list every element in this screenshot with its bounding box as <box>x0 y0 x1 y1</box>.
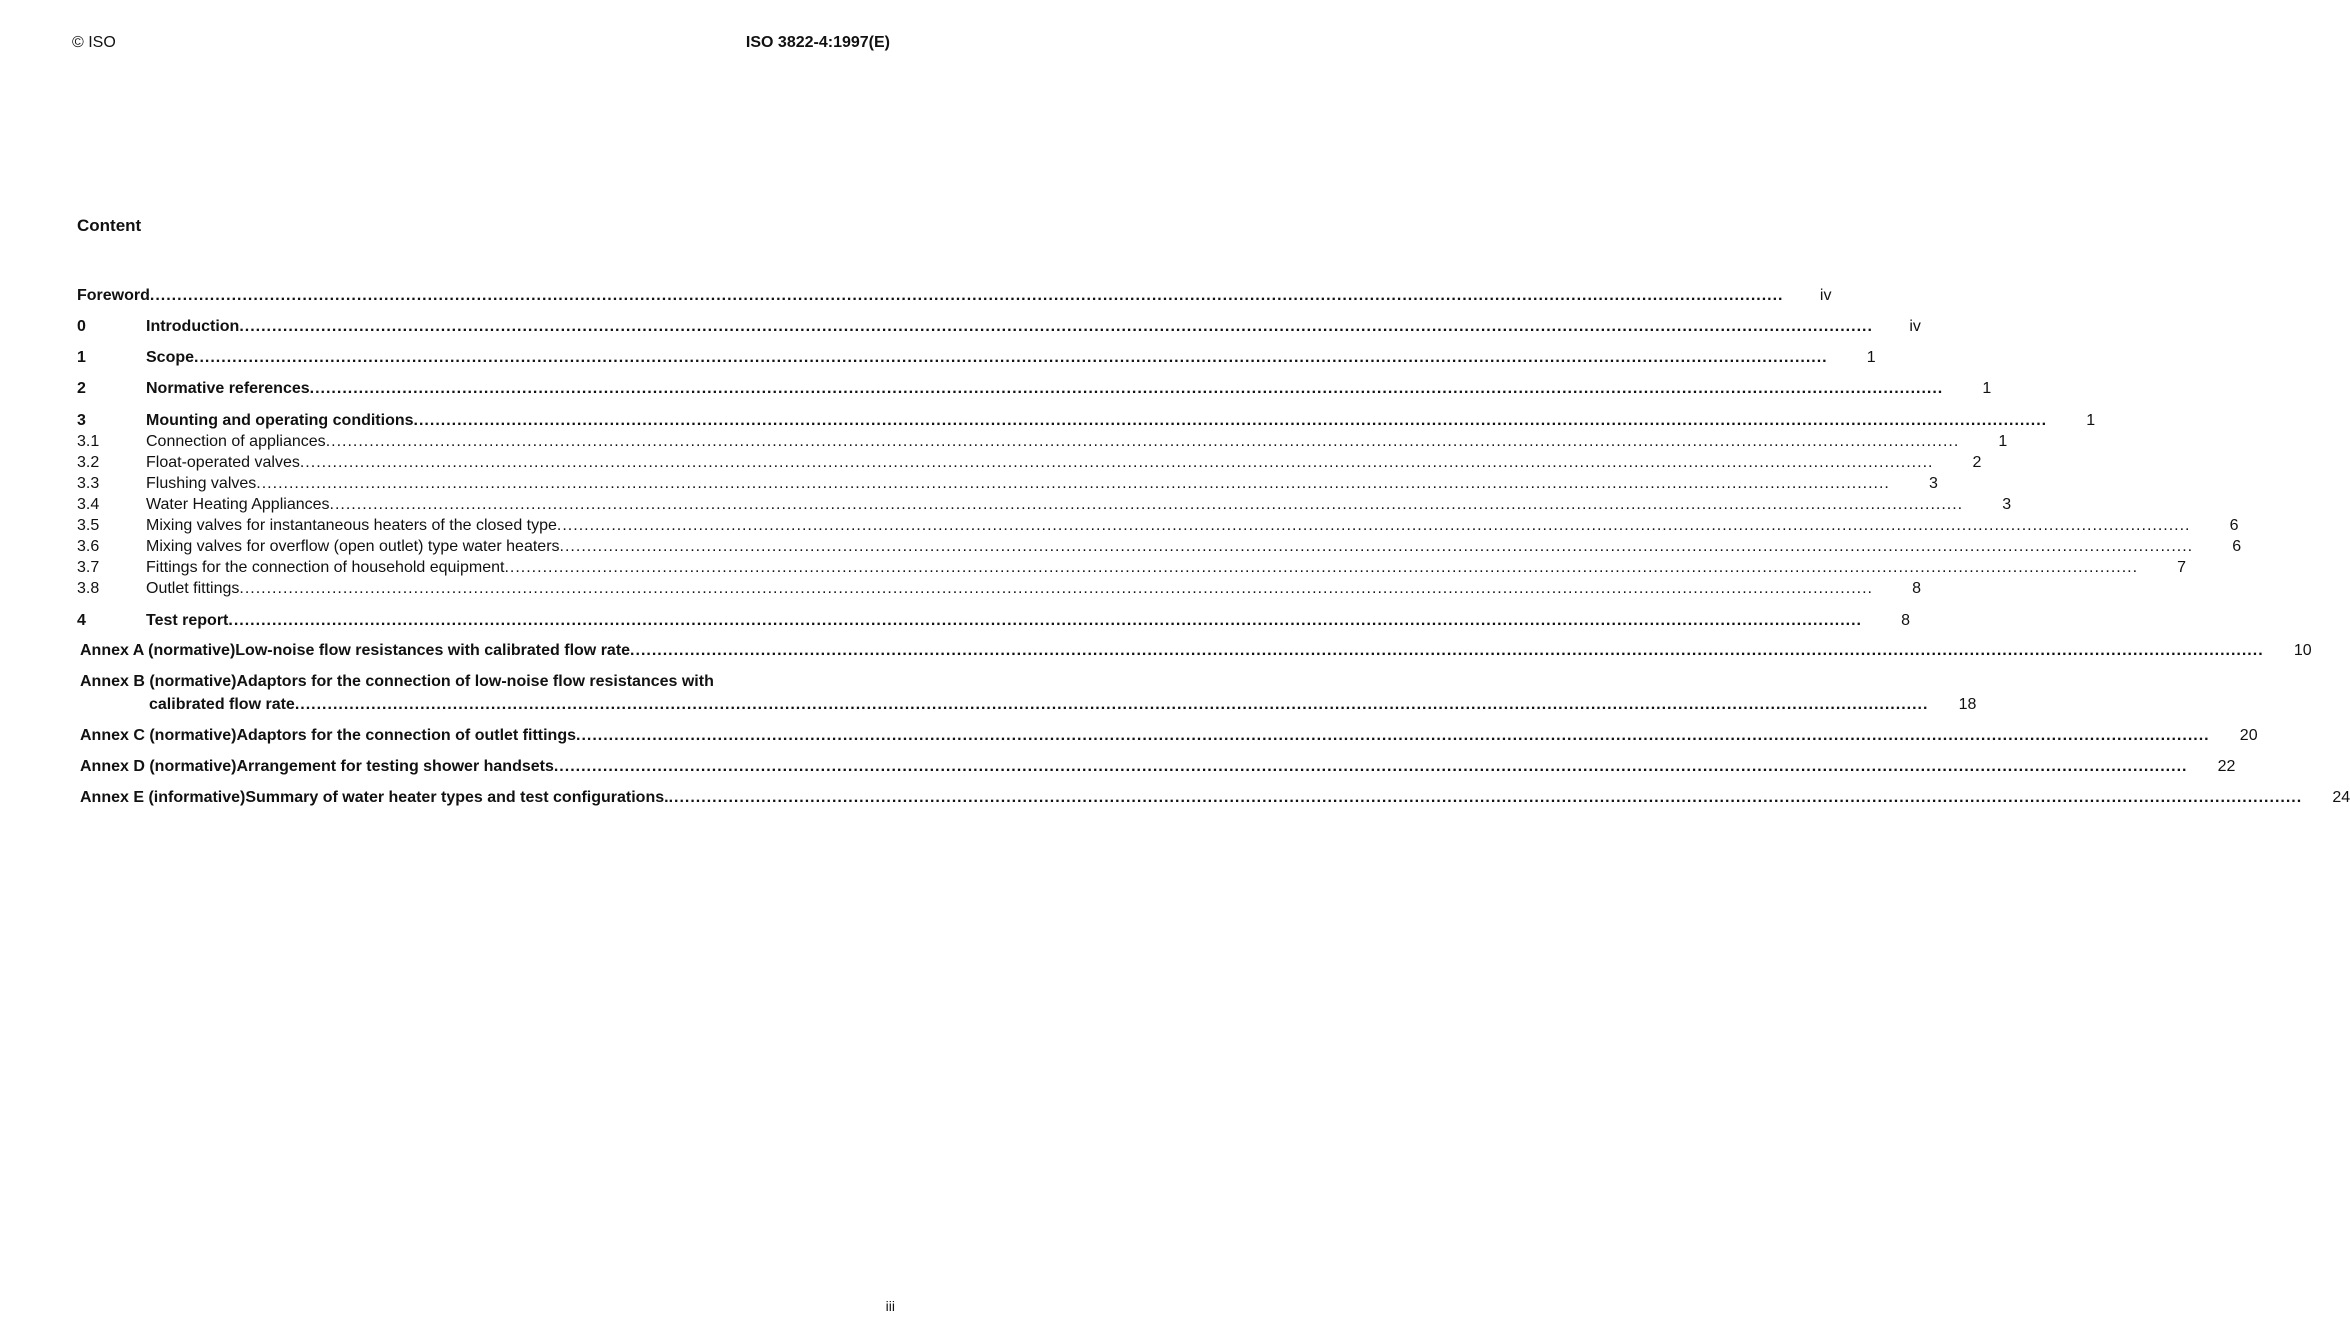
toc-entry[interactable] <box>77 474 1938 494</box>
toc-entry-number: 1 <box>77 349 86 366</box>
toc-entry-title[interactable]: Outlet fittings <box>146 580 240 597</box>
toc-entry-number: 3.8 <box>77 580 100 597</box>
toc-entry-title[interactable]: Flushing valves <box>146 475 257 492</box>
page-title: Content <box>77 216 142 235</box>
toc-entry-number: 2 <box>77 380 86 397</box>
toc-entry[interactable] <box>77 348 1876 368</box>
dot-leader: ............................................................................................................................................................................................................................................................................................................ <box>559 538 2194 555</box>
toc-entry-page: iv <box>1909 318 1921 335</box>
dot-leader: ............................................................................................................................................................................................................................................................................................................ <box>413 412 2048 429</box>
dot-leader: ............................................................................................................................................................................................................................................................................................................ <box>553 758 2188 775</box>
dot-leader: ............................................................................................................................................................................................................................................................................................................ <box>630 642 2264 659</box>
toc-entry-page: 1 <box>1998 433 2008 450</box>
toc-entry-page: 1 <box>2086 412 2096 429</box>
dot-leader: ............................................................................................................................................................................................................................................................................................................ <box>329 496 1964 513</box>
toc-entry[interactable] <box>77 641 2312 661</box>
dot-leader: ............................................................................................................................................................................................................................................................................................................ <box>239 580 1873 597</box>
toc-entry-number: 3.2 <box>77 454 100 471</box>
standard-id-header: ISO 3822-4:1997(E) <box>745 34 890 51</box>
toc-entry-number: 3.6 <box>77 538 100 555</box>
page-number: iii <box>885 1298 895 1314</box>
dot-leader: ............................................................................................................................................................................................................................................................................................................ <box>149 287 1784 304</box>
toc-entry-title[interactable]: Mixing valves for instantaneous heaters of the closed type <box>146 517 557 534</box>
toc-entry-page: 20 <box>2239 727 2258 744</box>
toc-entry-number: 0 <box>77 318 86 335</box>
toc-entry-title[interactable]: Annex D (normative)Arrangement for testing shower handsets <box>80 758 554 775</box>
toc-entry[interactable] <box>77 495 2012 515</box>
dot-leader: ............................................................................................................................................................................................................................................................................................................ <box>576 727 2210 744</box>
toc-entry-title[interactable]: calibrated flow rate <box>149 696 295 713</box>
toc-entry-number: 3.1 <box>77 433 100 450</box>
dot-leader: ............................................................................................................................................................................................................................................................................................................ <box>668 789 2303 806</box>
toc-entry[interactable] <box>77 411 2096 431</box>
toc-entry-page: 3 <box>1928 475 1938 492</box>
toc-entry-title[interactable]: Mixing valves for overflow (open outlet) type water heaters <box>146 538 560 555</box>
toc-entry[interactable] <box>77 317 1921 337</box>
dot-leader: ............................................................................................................................................................................................................................................................................................................ <box>256 475 1890 492</box>
dot-leader: ............................................................................................................................................................................................................................................................................................................ <box>228 612 1862 629</box>
toc-entry-title[interactable]: Fittings for the connection of household equipment <box>146 559 505 576</box>
dot-leader: ............................................................................................................................................................................................................................................................................................................ <box>556 517 2191 534</box>
toc-entry[interactable] <box>77 537 2242 557</box>
toc-entry-page: 18 <box>1958 696 1977 713</box>
toc-entry-page: 3 <box>2002 496 2012 513</box>
toc-entry-title[interactable]: Normative references <box>146 380 310 397</box>
toc-entry[interactable] <box>77 516 2239 536</box>
toc-entry-title[interactable]: Foreword <box>77 287 150 304</box>
toc-entry-page: 8 <box>1912 580 1921 597</box>
toc-entry[interactable] <box>77 788 2350 808</box>
toc-entry-page: 24 <box>2332 789 2350 806</box>
toc-entry-page: iv <box>1819 287 1832 304</box>
toc-entry-page: 8 <box>1901 612 1910 629</box>
toc-entry[interactable] <box>77 695 1977 715</box>
dot-leader: ............................................................................................................................................................................................................................................................................................................ <box>309 380 1944 397</box>
copyright-header: © ISO <box>72 34 116 51</box>
toc-entry[interactable] <box>77 432 2008 452</box>
toc-entry[interactable] <box>77 379 1992 399</box>
toc-entry-number: 3.5 <box>77 517 100 534</box>
toc-entry-title[interactable]: Mounting and operating conditions <box>146 412 414 429</box>
toc-entry-number: 4 <box>77 612 86 629</box>
toc-entry[interactable] <box>77 611 1910 631</box>
dot-leader: ............................................................................................................................................................................................................................................................................................................ <box>294 696 1929 713</box>
toc-entry-title-line1[interactable]: Annex B (normative)Adaptors for the connection of low-noise flow resistances with <box>80 673 714 690</box>
toc-entry-title[interactable]: Annex C (normative)Adaptors for the connection of outlet fittings <box>80 727 576 744</box>
toc-entry-page: 2 <box>1972 454 1982 471</box>
dot-leader: ............................................................................................................................................................................................................................................................................................................ <box>504 559 2139 576</box>
toc-entry[interactable] <box>77 726 2258 746</box>
toc-entry-title[interactable]: Introduction <box>146 318 240 335</box>
toc-entry-title[interactable]: Float-operated valves <box>146 454 300 471</box>
toc-entry-page: 1 <box>1982 380 1992 397</box>
toc-entry-title[interactable]: Water Heating Appliances <box>146 496 330 513</box>
dot-leader: ............................................................................................................................................................................................................................................................................................................ <box>299 454 1934 471</box>
toc-entry[interactable] <box>77 579 1921 599</box>
toc-entry-page: 22 <box>2217 758 2236 775</box>
toc-entry[interactable] <box>77 558 2187 578</box>
toc-entry-page: 7 <box>2177 559 2187 576</box>
dot-leader: ............................................................................................................................................................................................................................................................................................................ <box>325 433 1960 450</box>
toc-entry[interactable] <box>77 757 2236 777</box>
toc-entry-page: 10 <box>2293 642 2312 659</box>
toc-entry-page: 6 <box>2232 538 2242 555</box>
toc-entry-title[interactable]: Test report <box>146 612 229 629</box>
toc-entry-title[interactable]: Annex A (normative)Low-noise flow resistances with calibrated flow rate <box>80 642 631 659</box>
toc-entry-page: 6 <box>2229 517 2239 534</box>
toc-entry-page: 1 <box>1866 349 1876 366</box>
dot-leader: ............................................................................................................................................................................................................................................................................................................ <box>239 318 1873 335</box>
toc-entry-title[interactable]: Connection of appliances <box>146 433 326 450</box>
toc-entry-number: 3.4 <box>77 496 100 513</box>
toc-entry-title[interactable]: Annex E (informative)Summary of water heater types and test configurations. <box>80 789 669 806</box>
toc-entry-number: 3.7 <box>77 559 100 576</box>
toc-entry-number: 3 <box>77 412 86 429</box>
toc-entry-number: 3.3 <box>77 475 100 492</box>
toc-entry[interactable] <box>77 453 1982 473</box>
toc-entry-title[interactable]: Scope <box>146 349 195 366</box>
dot-leader: ............................................................................................................................................................................................................................................................................................................ <box>194 349 1828 366</box>
toc-entry[interactable] <box>77 286 1832 306</box>
